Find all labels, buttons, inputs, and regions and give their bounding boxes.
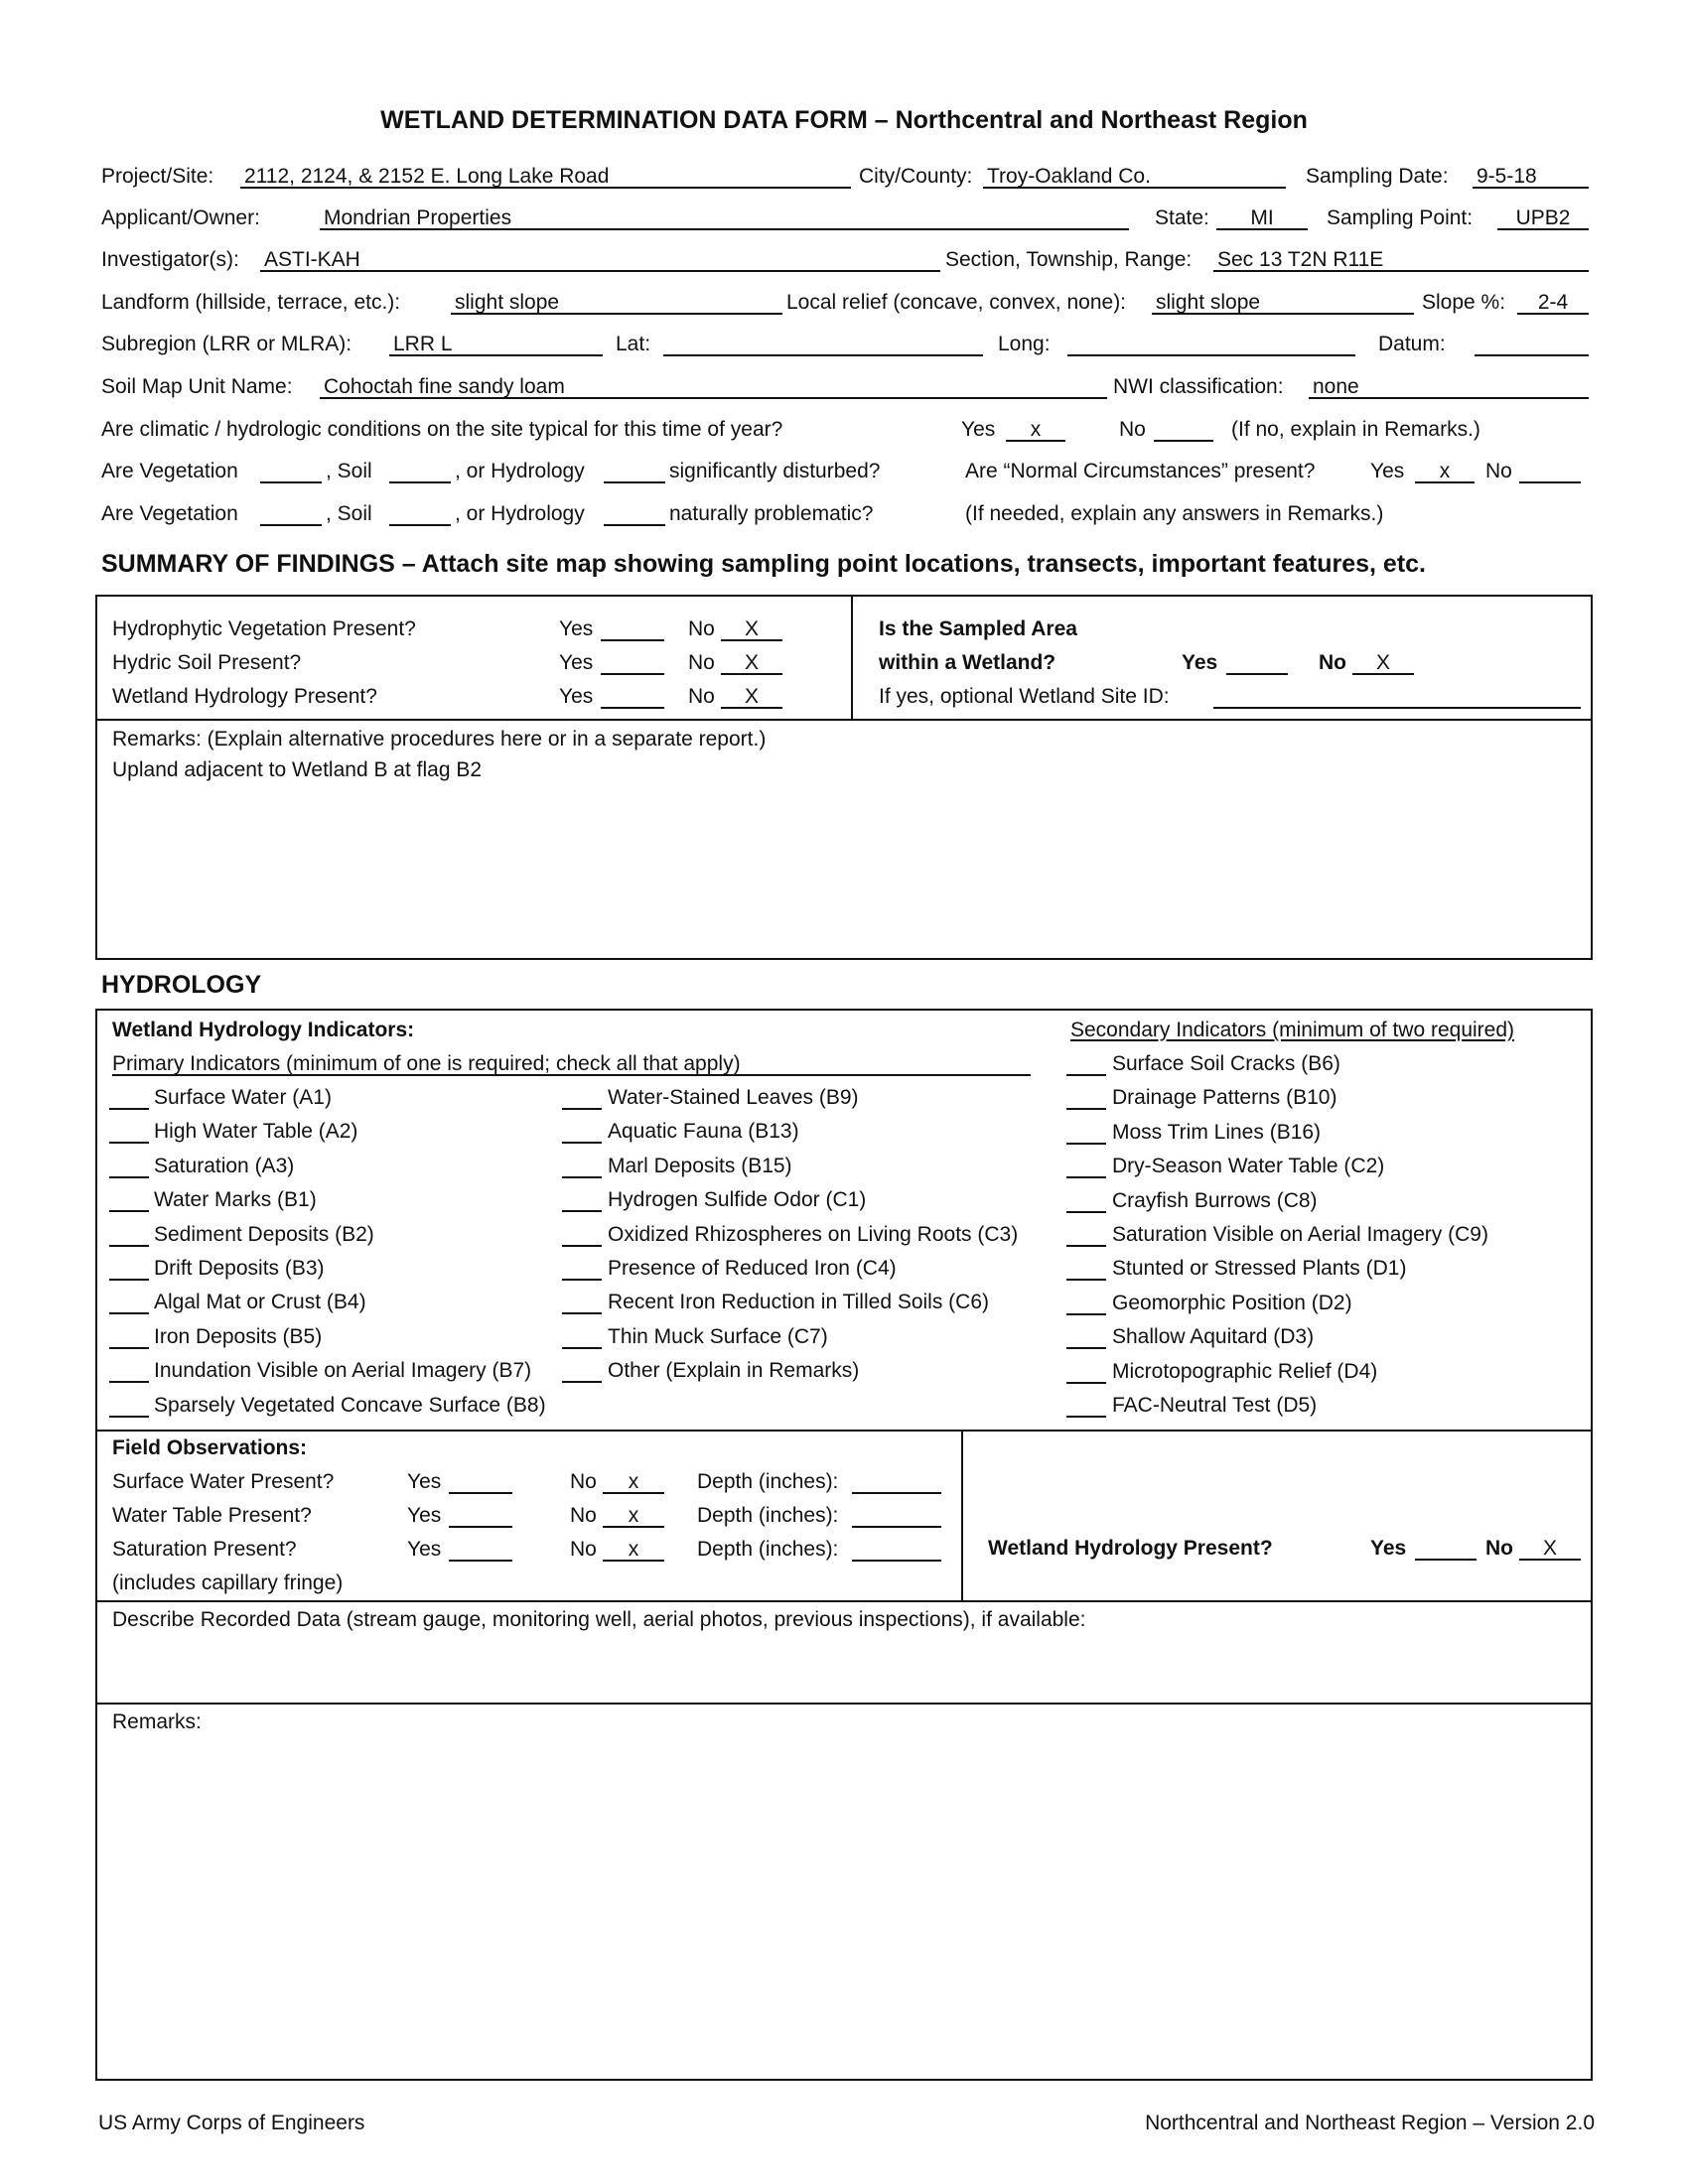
summary-yes-label: Yes <box>559 651 594 674</box>
investigator-field[interactable]: ASTI-KAH <box>260 248 940 272</box>
indicator-label: Crayfish Burrows (C8) <box>1112 1188 1318 1212</box>
indicator-checkbox[interactable] <box>1066 1257 1106 1281</box>
indicator-checkbox[interactable] <box>1066 1292 1106 1315</box>
indicator-label: Hydrogen Sulfide Odor (C1) <box>608 1188 867 1212</box>
nwi-label: NWI classification: <box>1113 375 1284 398</box>
veg-disturbed-field[interactable] <box>260 460 322 483</box>
normal-yes-field[interactable]: x <box>1415 460 1475 483</box>
summary-divider <box>851 595 853 720</box>
problematic-label: naturally problematic? <box>669 502 874 525</box>
field-obs-no-field[interactable]: x <box>603 1470 664 1494</box>
lat-label: Lat: <box>616 333 651 355</box>
indicator-label: Marl Deposits (B15) <box>608 1154 792 1177</box>
soil-label-1: , Soil <box>326 460 372 482</box>
remarks-divider <box>95 1703 1593 1705</box>
indicator-checkbox[interactable] <box>109 1086 149 1110</box>
indicator-label: Shallow Aquitard (D3) <box>1112 1325 1315 1349</box>
climatic-yes-label: Yes <box>961 418 996 441</box>
summary-question: Hydric Soil Present? <box>112 651 302 674</box>
normal-no-label: No <box>1485 460 1512 482</box>
climatic-yes-field[interactable]: x <box>1006 418 1065 442</box>
indicators-divider <box>95 1430 1593 1432</box>
indicator-checkbox[interactable] <box>1066 1052 1106 1076</box>
field-obs-no-field[interactable]: x <box>603 1538 664 1562</box>
indicator-label: FAC-Neutral Test (D5) <box>1112 1394 1318 1417</box>
footer-right: Northcentral and Northeast Region – Version 2.0 <box>1145 2112 1595 2134</box>
primary-label: Primary Indicators (minimum of one is required; check all that apply) <box>112 1052 1031 1076</box>
sampled-yes-label: Yes <box>1182 651 1218 674</box>
landform-field[interactable]: slight slope <box>451 291 782 315</box>
veg-label-2: Are Vegetation <box>101 502 238 525</box>
indicator-label: Stunted or Stressed Plants (D1) <box>1112 1257 1407 1281</box>
subregion-label: Subregion (LRR or MLRA): <box>101 333 352 355</box>
indicator-checkbox[interactable] <box>562 1155 602 1178</box>
field-obs-question: Saturation Present? <box>112 1538 297 1561</box>
state-label: State: <box>1155 206 1209 229</box>
long-label: Long: <box>998 333 1051 355</box>
indicator-checkbox[interactable] <box>562 1359 602 1383</box>
hydro-problematic-field[interactable] <box>604 502 665 526</box>
summary-no-label: No <box>688 651 715 674</box>
depth-field[interactable] <box>852 1538 941 1562</box>
field-obs-question: Surface Water Present? <box>112 1470 335 1493</box>
summary-yes-label: Yes <box>559 685 594 708</box>
long-field[interactable] <box>1067 333 1355 356</box>
indicator-checkbox[interactable] <box>1066 1360 1106 1384</box>
indicator-checkbox[interactable] <box>109 1359 149 1383</box>
indicator-checkbox[interactable] <box>109 1155 149 1178</box>
wetland-hydro-no-label: No <box>1485 1537 1513 1560</box>
field-obs-yes-label: Yes <box>407 1504 442 1527</box>
disturbed-label: significantly disturbed? <box>669 460 881 482</box>
field-obs-label: Field Observations: <box>112 1436 308 1459</box>
indicator-label: Dry-Season Water Table (C2) <box>1112 1155 1385 1178</box>
climatic-no-field[interactable] <box>1154 418 1213 442</box>
indicator-label: Saturation (A3) <box>154 1154 295 1177</box>
capillary-label: (includes capillary fringe) <box>112 1571 344 1594</box>
indicator-checkbox[interactable] <box>1066 1086 1106 1110</box>
investigator-label: Investigator(s): <box>101 248 239 271</box>
field-obs-yes-field[interactable] <box>449 1538 512 1562</box>
indicator-checkbox[interactable] <box>109 1188 149 1212</box>
sampled-area-line1: Is the Sampled Area <box>879 617 1077 640</box>
indicator-label: Other (Explain in Remarks) <box>608 1359 860 1383</box>
indicator-label: Aquatic Fauna (B13) <box>608 1120 799 1144</box>
hydro-disturbed-field[interactable] <box>604 460 665 483</box>
indicator-checkbox[interactable] <box>109 1325 149 1349</box>
nwi-field[interactable]: none <box>1309 375 1589 399</box>
indicator-label: High Water Table (A2) <box>154 1120 358 1144</box>
slope-label: Slope %: <box>1422 291 1506 314</box>
summary-yes-field[interactable] <box>601 651 664 675</box>
indicator-checkbox[interactable] <box>562 1188 602 1212</box>
indicator-checkbox[interactable] <box>109 1257 149 1281</box>
veg-problematic-field[interactable] <box>260 502 322 526</box>
field-obs-yes-field[interactable] <box>449 1470 512 1494</box>
field-obs-no-label: No <box>570 1470 597 1493</box>
landform-label: Landform (hillside, terrace, etc.): <box>101 291 401 314</box>
soil-label-2: , Soil <box>326 502 372 525</box>
city-county-label: City/County: <box>859 165 973 188</box>
sampling-date-label: Sampling Date: <box>1306 165 1449 188</box>
wetland-hydro-label: Wetland Hydrology Present? <box>988 1537 1273 1560</box>
indicator-checkbox[interactable] <box>562 1086 602 1110</box>
subregion-field[interactable]: LRR L <box>389 333 603 356</box>
sampled-no-field[interactable]: X <box>1352 651 1414 675</box>
indicator-label: Drift Deposits (B3) <box>154 1257 325 1280</box>
depth-field[interactable] <box>852 1470 941 1494</box>
project-site-label: Project/Site: <box>101 165 214 188</box>
field-obs-yes-label: Yes <box>407 1538 442 1561</box>
project-site-field[interactable]: 2112, 2124, & 2152 E. Long Lake Road <box>240 165 851 189</box>
summary-no-field[interactable]: X <box>721 685 782 709</box>
wetland-hydro-no-field[interactable]: X <box>1519 1537 1581 1561</box>
indicator-label: Sediment Deposits (B2) <box>154 1222 374 1246</box>
normal-question: Are “Normal Circumstances” present? <box>965 460 1316 482</box>
str-label: Section, Township, Range: <box>945 248 1193 271</box>
indicator-label: Water Marks (B1) <box>154 1188 317 1212</box>
indicator-label: Inundation Visible on Aerial Imagery (B7) <box>154 1359 532 1383</box>
indicator-label: Surface Water (A1) <box>154 1086 332 1109</box>
applicant-field[interactable]: Mondrian Properties <box>320 206 1129 230</box>
indicator-label: Presence of Reduced Iron (C4) <box>608 1257 897 1280</box>
sampling-date-field[interactable]: 9-5-18 <box>1473 165 1589 189</box>
indicator-label: Microtopographic Relief (D4) <box>1112 1359 1378 1383</box>
recorded-divider <box>95 1600 1593 1602</box>
field-obs-no-label: No <box>570 1504 597 1527</box>
indicator-label: Thin Muck Surface (C7) <box>608 1324 828 1348</box>
field-obs-question: Water Table Present? <box>112 1504 312 1527</box>
normal-no-field[interactable] <box>1519 460 1581 483</box>
hydro-label-1: , or Hydrology <box>455 460 585 482</box>
summary-yes-label: Yes <box>559 617 594 640</box>
summary-no-label: No <box>688 617 715 640</box>
summary-yes-field[interactable] <box>601 617 664 641</box>
datum-field[interactable] <box>1475 333 1589 356</box>
sampled-no-label: No <box>1319 651 1346 674</box>
soil-map-field[interactable]: Cohoctah fine sandy loam <box>320 375 1107 399</box>
footer-left: US Army Corps of Engineers <box>98 2112 365 2134</box>
summary-question: Wetland Hydrology Present? <box>112 685 377 708</box>
applicant-label: Applicant/Owner: <box>101 206 260 229</box>
summary-no-label: No <box>688 685 715 708</box>
summary-remarks-text[interactable]: Upland adjacent to Wetland B at flag B2 <box>112 758 483 781</box>
recorded-data-label: Describe Recorded Data (stream gauge, monitoring well, aerial photos, previous inspections), if available: <box>112 1608 1086 1631</box>
summary-question: Hydrophytic Vegetation Present? <box>112 617 416 640</box>
indicator-label: Algal Mat or Crust (B4) <box>154 1291 366 1314</box>
hydrology-remarks-label: Remarks: <box>112 1710 202 1733</box>
field-obs-yes-label: Yes <box>407 1470 442 1493</box>
soil-disturbed-field[interactable] <box>389 460 451 483</box>
indicator-label: Surface Soil Cracks (B6) <box>1112 1052 1340 1075</box>
problematic-note: (If needed, explain any answers in Remarks.) <box>965 502 1384 525</box>
field-obs-no-label: No <box>570 1538 597 1561</box>
depth-label: Depth (inches): <box>697 1470 839 1493</box>
summary-yes-field[interactable] <box>601 685 664 709</box>
indicator-label: Drainage Patterns (B10) <box>1112 1086 1337 1110</box>
field-obs-no-field[interactable]: x <box>603 1504 664 1528</box>
indicator-label: Moss Trim Lines (B16) <box>1112 1120 1322 1144</box>
soil-map-label: Soil Map Unit Name: <box>101 375 293 398</box>
site-id-label: If yes, optional Wetland Site ID: <box>879 685 1170 708</box>
hydrology-heading: HYDROLOGY <box>101 971 262 999</box>
indicator-checkbox[interactable] <box>562 1120 602 1144</box>
indicator-checkbox[interactable] <box>1066 1155 1106 1178</box>
site-id-field[interactable] <box>1213 685 1581 709</box>
indicator-label: Sparsely Vegetated Concave Surface (B8) <box>154 1393 546 1417</box>
depth-label: Depth (inches): <box>697 1504 839 1527</box>
indicator-checkbox[interactable] <box>562 1223 602 1247</box>
sampling-point-field[interactable]: UPB2 <box>1497 206 1589 230</box>
wetland-hydro-yes-label: Yes <box>1370 1537 1407 1560</box>
hydro-label-2: , or Hydrology <box>455 502 585 525</box>
summary-heading: SUMMARY OF FINDINGS – Attach site map showing sampling point locations, transects, important features, etc. <box>101 550 1426 578</box>
indicator-checkbox[interactable] <box>109 1394 149 1418</box>
sampling-point-label: Sampling Point: <box>1327 206 1474 229</box>
indicator-label: Saturation Visible on Aerial Imagery (C9) <box>1112 1223 1488 1246</box>
wetland-hydro-yes-field[interactable] <box>1415 1537 1477 1561</box>
indicator-checkbox[interactable] <box>1066 1121 1106 1145</box>
summary-remarks-label: Remarks: (Explain alternative procedures here or in a separate report.) <box>112 728 767 751</box>
indicator-label: Geomorphic Position (D2) <box>1112 1291 1352 1314</box>
depth-field[interactable] <box>852 1504 941 1528</box>
indicator-label: Iron Deposits (B5) <box>154 1324 323 1348</box>
secondary-label: Secondary Indicators (minimum of two required) <box>1070 1019 1515 1041</box>
indicator-checkbox[interactable] <box>109 1223 149 1247</box>
indicator-label: Oxidized Rhizospheres on Living Roots (C3) <box>608 1222 1019 1246</box>
field-obs-divider <box>961 1430 963 1601</box>
indicator-checkbox[interactable] <box>1066 1223 1106 1247</box>
lat-field[interactable] <box>663 333 983 356</box>
indicator-checkbox[interactable] <box>109 1120 149 1144</box>
slope-field[interactable]: 2-4 <box>1517 291 1589 315</box>
indicator-checkbox[interactable] <box>1066 1394 1106 1418</box>
indicator-checkbox[interactable] <box>1066 1325 1106 1349</box>
sampled-yes-field[interactable] <box>1226 651 1288 675</box>
climatic-note: (If no, explain in Remarks.) <box>1231 418 1480 441</box>
climatic-no-label: No <box>1119 418 1146 441</box>
relief-field[interactable]: slight slope <box>1152 291 1414 315</box>
sampled-area-line2: within a Wetland? <box>879 651 1056 674</box>
indicator-checkbox[interactable] <box>562 1257 602 1281</box>
normal-yes-label: Yes <box>1370 460 1405 482</box>
indicator-checkbox[interactable] <box>1066 1189 1106 1213</box>
relief-label: Local relief (concave, convex, none): <box>786 291 1127 314</box>
indicators-label: Wetland Hydrology Indicators: <box>112 1019 415 1041</box>
indicator-label: Recent Iron Reduction in Tilled Soils (C6) <box>608 1291 990 1314</box>
depth-label: Depth (inches): <box>697 1538 839 1561</box>
indicator-checkbox[interactable] <box>562 1291 602 1314</box>
field-obs-yes-field[interactable] <box>449 1504 512 1528</box>
datum-label: Datum: <box>1378 333 1446 355</box>
climatic-question: Are climatic / hydrologic conditions on the site typical for this time of year? <box>101 418 783 441</box>
soil-problematic-field[interactable] <box>389 502 451 526</box>
summary-no-field[interactable]: X <box>721 617 782 641</box>
indicator-label: Water-Stained Leaves (B9) <box>608 1086 859 1109</box>
str-field[interactable]: Sec 13 T2N R11E <box>1213 248 1589 272</box>
state-field[interactable]: MI <box>1216 206 1308 230</box>
form-title: WETLAND DETERMINATION DATA FORM – Northcentral and Northeast Region <box>380 106 1308 134</box>
summary-no-field[interactable]: X <box>721 651 782 675</box>
veg-label-1: Are Vegetation <box>101 460 238 482</box>
indicator-checkbox[interactable] <box>562 1325 602 1349</box>
indicator-checkbox[interactable] <box>109 1291 149 1314</box>
city-county-field[interactable]: Troy-Oakland Co. <box>983 165 1286 189</box>
summary-remarks-divider <box>95 719 1593 721</box>
